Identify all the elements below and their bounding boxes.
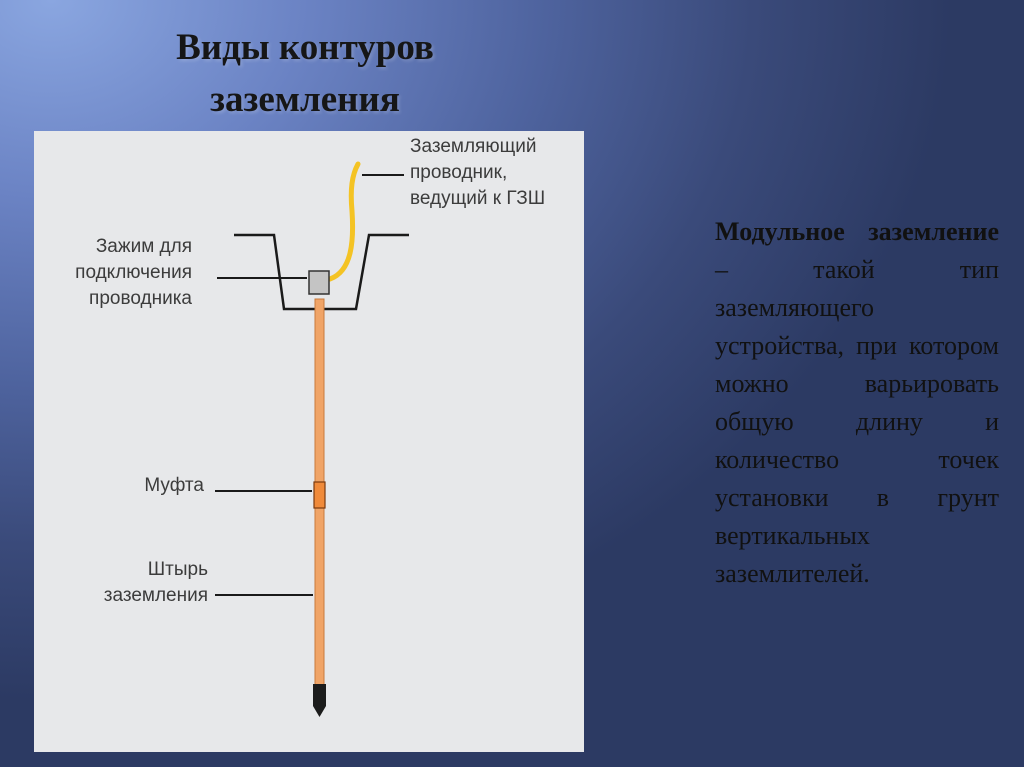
coupling-sleeve <box>314 482 325 508</box>
slide-title-line-2: заземления <box>210 79 400 120</box>
grounding-diagram <box>34 131 584 752</box>
slide-title-line-1: Виды контуров <box>176 27 434 68</box>
grounding-conductor-wire <box>330 164 358 279</box>
label-coupling: Муфта <box>144 475 204 496</box>
connection-clamp <box>309 271 329 294</box>
grounding-diagram-drawing <box>34 131 584 752</box>
rod-tip <box>313 684 326 717</box>
description-term: Модульное заземление <box>715 217 999 246</box>
label-connection-clamp: Зажим для подключения проводника <box>75 236 192 309</box>
label-grounding-conductor: Заземляющий проводник, ведущий к ГЗШ <box>410 136 546 209</box>
slide-title <box>110 22 500 126</box>
label-grounding-rod: Штырь заземления <box>103 559 208 606</box>
description-body: – такой тип заземляющего устройства, при котором можно варьировать общую длину и количество точек установки в грунт вертикальных заземлителей. <box>715 255 999 588</box>
description-text <box>715 213 999 593</box>
